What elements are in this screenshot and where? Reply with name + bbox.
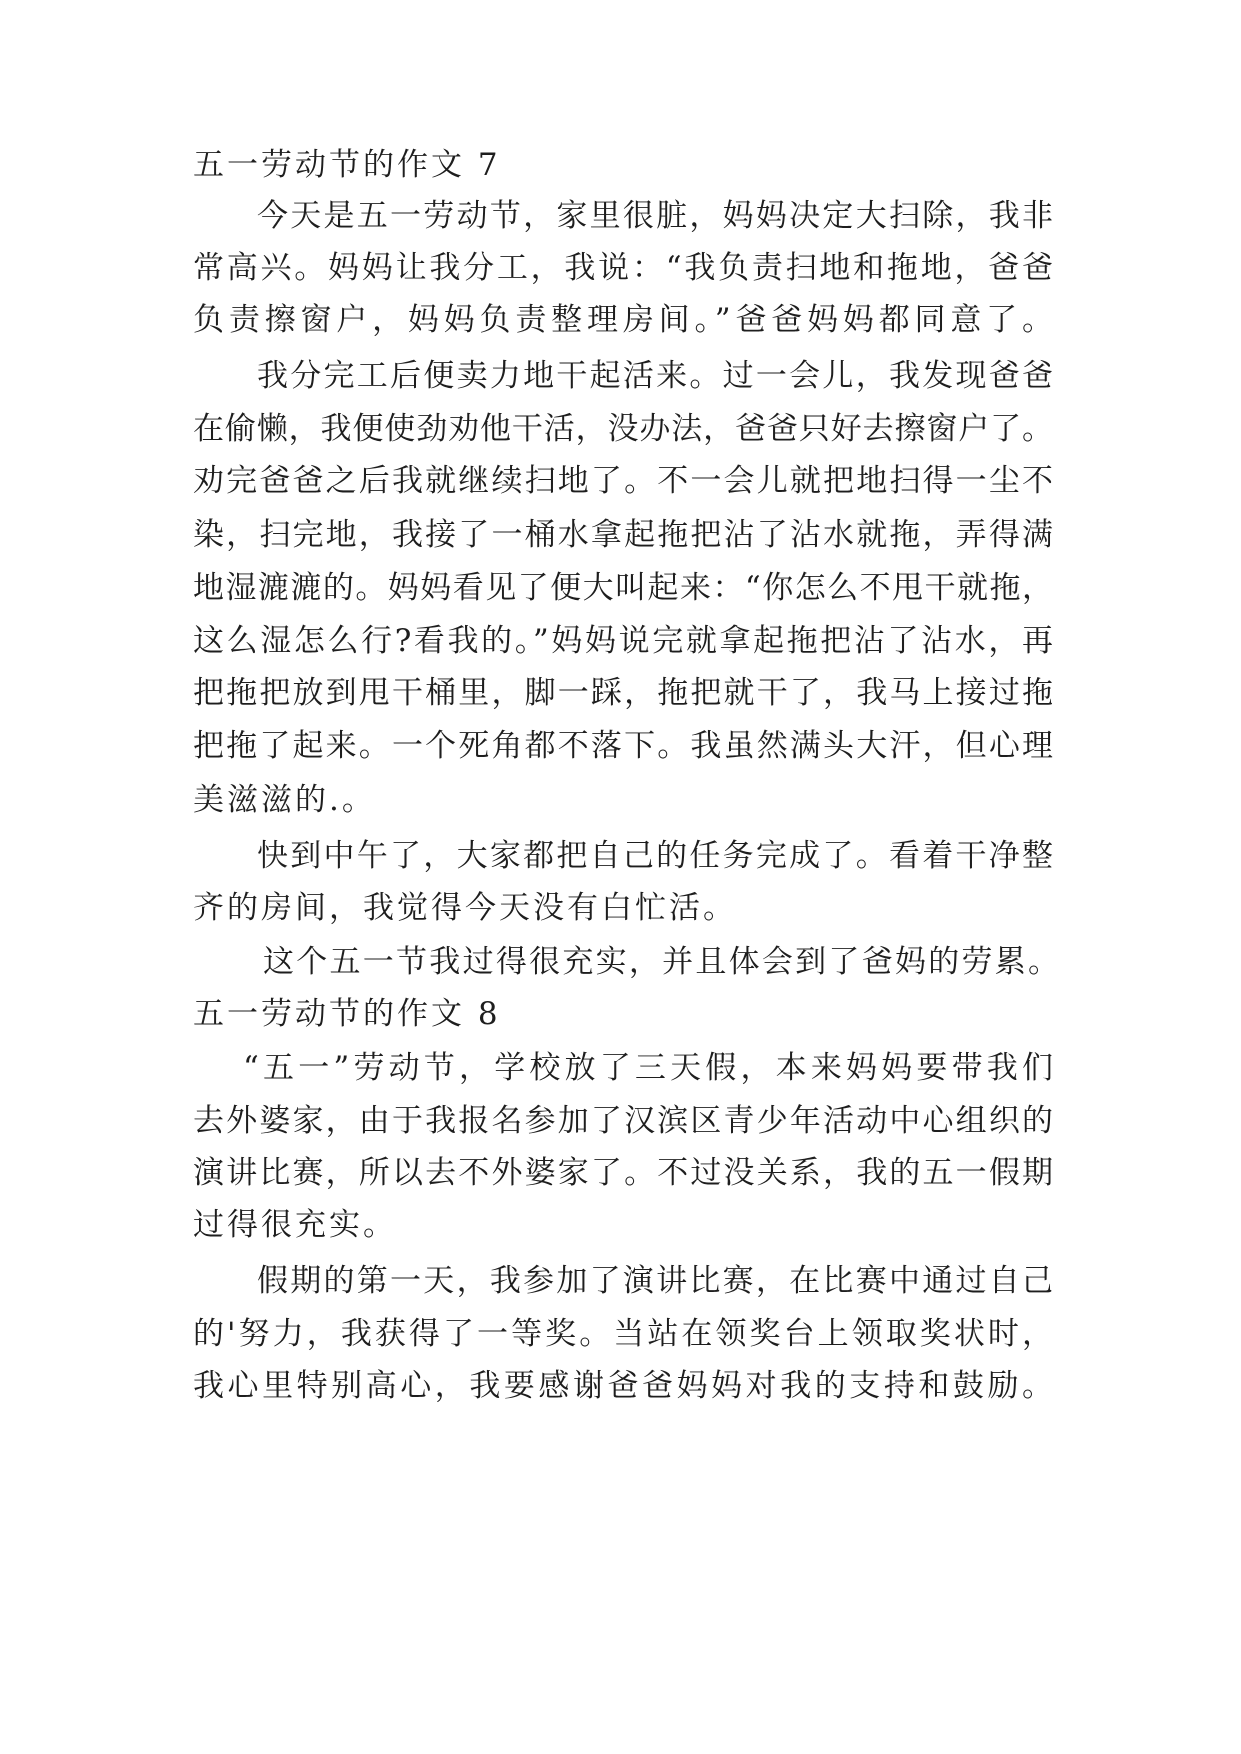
paragraph-line: 把拖了起来。一个死角都不落下。我虽然满头大汗，但心理 (193, 728, 1053, 764)
paragraph-line: 染，扫完地，我接了一桶水拿起拖把沾了沾水就拖，弄得满 (193, 517, 1053, 553)
section-heading: 五一劳动节的作文 8 (193, 996, 501, 1032)
paragraph-line: 这个五一节我过得很充实，并且体会到了爸妈的劳累。 (263, 944, 1059, 980)
paragraph-line: 过得很充实。 (193, 1207, 397, 1243)
paragraph-line: 演讲比赛，所以去不外婆家了。不过没关系，我的五一假期 (193, 1155, 1053, 1191)
paragraph-line: 地湿漉漉的。妈妈看见了便大叫起来：“你怎么不甩干就拖， (193, 570, 1053, 606)
paragraph-line: 快到中午了，大家都把自己的任务完成了。看着干净整 (257, 838, 1053, 874)
paragraph-line: 负责擦窗户，妈妈负责整理房间。”爸爸妈妈都同意了。 (193, 302, 1053, 338)
paragraph-line: 常高兴。妈妈让我分工，我说：“我负责扫地和拖地，爸爸 (193, 250, 1053, 286)
paragraph-line: 我分完工后便卖力地干起活来。过一会儿，我发现爸爸 (257, 358, 1053, 394)
paragraph-line: 这么湿怎么行?看我的。”妈妈说完就拿起拖把沾了沾水，再 (193, 623, 1053, 659)
paragraph-line: 在偷懒，我便使劲劝他干活，没办法，爸爸只好去擦窗户了。 (193, 411, 1053, 447)
paragraph-line: 今天是五一劳动节，家里很脏，妈妈决定大扫除，我非 (257, 198, 1053, 234)
paragraph-line: 齐的房间，我觉得今天没有白忙活。 (193, 890, 737, 926)
paragraph-line: 把拖把放到甩干桶里，脚一踩，拖把就干了，我马上接过拖 (193, 675, 1053, 711)
paragraph-line: 劝完爸爸之后我就继续扫地了。不一会儿就把地扫得一尘不 (193, 463, 1053, 499)
paragraph-line: “五一”劳动节，学校放了三天假，本来妈妈要带我们 (243, 1050, 1053, 1086)
paragraph-line: 我心里特别高心，我要感谢爸爸妈妈对我的支持和鼓励。 (193, 1368, 1053, 1404)
section-heading: 五一劳动节的作文 7 (193, 147, 501, 183)
paragraph-line: 去外婆家，由于我报名参加了汉滨区青少年活动中心组织的 (193, 1103, 1053, 1139)
paragraph-line: 的'努力，我获得了一等奖。当站在领奖台上领取奖状时， (193, 1316, 1053, 1352)
paragraph-line: 美滋滋的.。 (193, 782, 376, 818)
paragraph-line: 假期的第一天，我参加了演讲比赛，在比赛中通过自己 (257, 1263, 1053, 1299)
